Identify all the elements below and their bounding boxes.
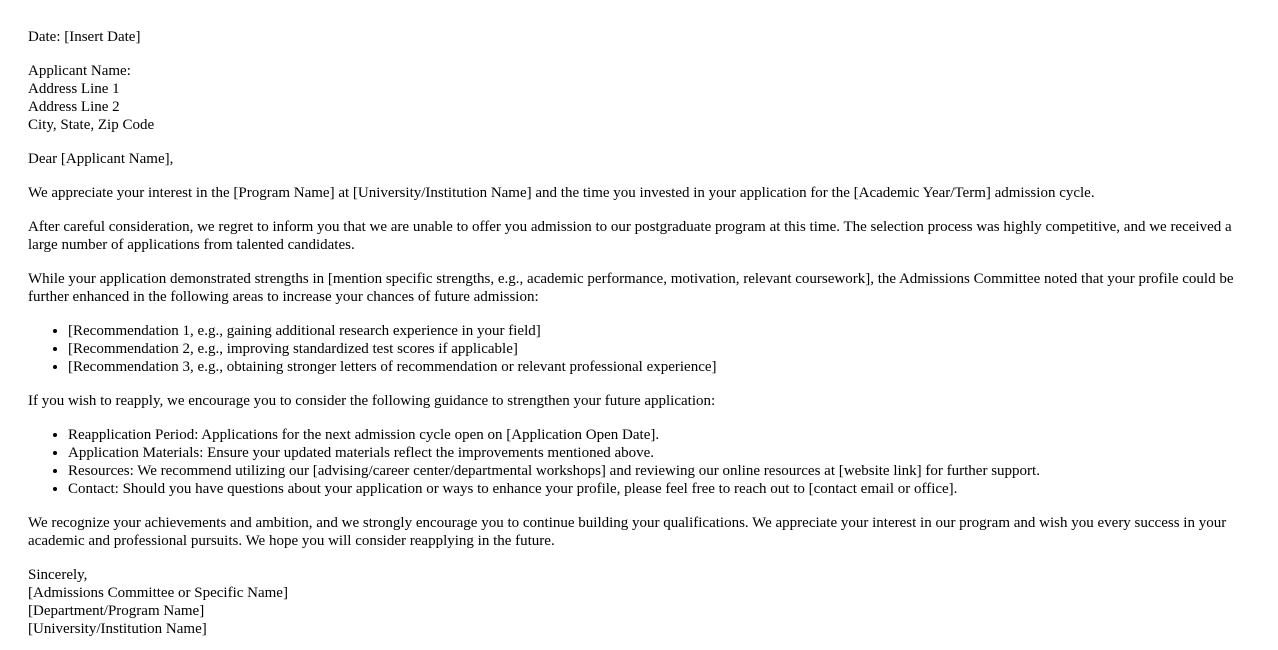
recommendations-list xyxy=(28,322,1250,376)
decision-paragraph: After careful consideration, we regret to inform you that we are unable to offer you admission to our postgraduate program at this time. The selection process was highly competitive, and we received a large number of applications from talented candidates. xyxy=(28,219,1232,253)
address-line-1: Address Line 1 xyxy=(28,81,120,97)
recommendation-item: • [Recommendation 1, e.g., gaining additional research experience in your field] xyxy=(68,322,1250,340)
address-block xyxy=(28,62,1250,134)
address-name: Applicant Name: xyxy=(28,63,131,79)
salutation: Dear [Applicant Name], xyxy=(28,151,174,167)
signature-line-3: [University/Institution Name] xyxy=(28,621,207,637)
reapply-intro: If you wish to reapply, we encourage you to consider the following guidance to strengthen your future application: xyxy=(28,393,716,409)
guidance-item: • Reapplication Period: Applications for the next admission cycle open on [Application Open Date]. xyxy=(68,426,1250,444)
signature-line-2: [Department/Program Name] xyxy=(28,603,205,619)
guidance-item: • Application Materials: Ensure your updated materials reflect the improvements mentioned above. xyxy=(68,444,1250,462)
intro-paragraph: We appreciate your interest in the [Program Name] at [University/Institution Name] and the time you invested in your application for the [Academic Year/Term] admission cycle. xyxy=(28,185,1095,201)
recommendation-item: • [Recommendation 2, e.g., improving standardized test scores if applicable] xyxy=(68,340,1250,358)
guidance-list xyxy=(28,426,1250,498)
guidance-item: • Resources: We recommend utilizing our [advising/career center/departmental workshops] and reviewing our online resources at [website link] for further support. xyxy=(68,462,1250,480)
guidance-item: • Contact: Should you have questions about your application or ways to enhance your profile, please feel free to reach out to [contact email or office]. xyxy=(68,480,1250,498)
recommendation-item: • [Recommendation 3, e.g., obtaining stronger letters of recommendation or relevant professional experience] xyxy=(68,358,1250,376)
date-line: Date: [Insert Date] xyxy=(28,29,141,45)
address-line-2: Address Line 2 xyxy=(28,99,120,115)
closing-paragraph: We recognize your achievements and ambition, and we strongly encourage you to continue building your qualifications. We appreciate your interest in our program and wish you every success in your academic and professional pursuits. We hope you will consider reapplying in the future. xyxy=(28,515,1227,549)
signature-block xyxy=(28,566,1250,638)
letter xyxy=(28,28,1250,638)
signature-closing: Sincerely, xyxy=(28,567,88,583)
strengths-paragraph: While your application demonstrated strengths in [mention specific strengths, e.g., academic performance, motivation, relevant coursework], the Admissions Committee noted that your profile could be further enhanced in the following areas to increase your chances of future admission: xyxy=(28,271,1234,305)
signature-line-1: [Admissions Committee or Specific Name] xyxy=(28,585,288,601)
address-city: City, State, Zip Code xyxy=(28,117,155,133)
